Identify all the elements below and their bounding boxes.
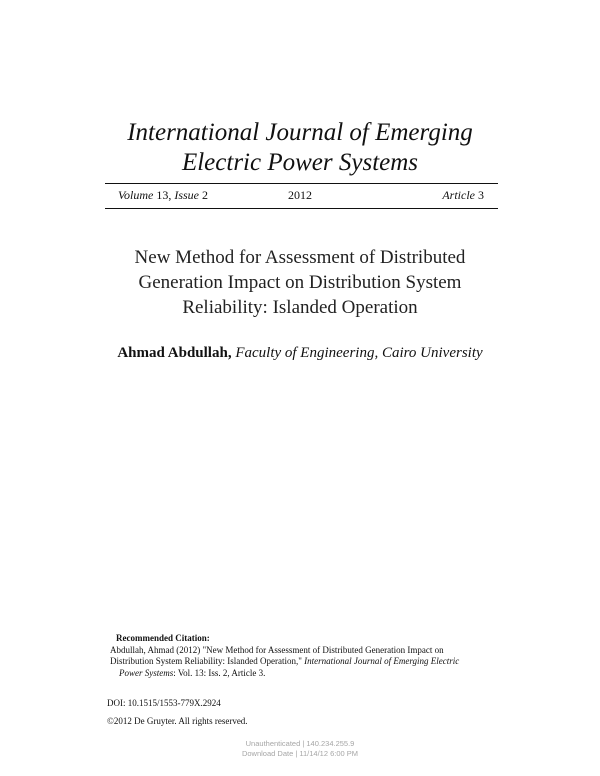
author-affiliation: Faculty of Engineering, Cairo University	[235, 345, 483, 361]
journal-title	[0, 118, 600, 178]
article-title-line2: Generation Impact on Distribution System	[138, 272, 462, 293]
journal-title-line2: Electric Power Systems	[181, 149, 419, 176]
author-line	[0, 343, 600, 363]
article-title-line1: New Method for Assessment of Distributed	[134, 247, 466, 268]
issue-number: 2	[202, 188, 208, 202]
citation-line1: Abdullah, Ahmad (2012) "New Method for Assessment of Distributed Generation Impact on	[110, 644, 444, 655]
download-watermark	[0, 739, 600, 759]
download-line2: Download Date | 11/14/12 6:00 PM	[241, 749, 359, 758]
citation-volume-info: : Vol. 13: Iss. 2, Article 3.	[173, 667, 266, 678]
citation-line2-text: Distribution System Reliability: Islanded Operation,"	[110, 656, 305, 666]
citation-label: Recommended Citation:	[116, 633, 210, 643]
article-title	[0, 245, 600, 320]
citation-line3	[110, 668, 500, 680]
volume-label: Volume	[118, 188, 154, 202]
bottom-rule	[105, 208, 498, 209]
article-label: Article	[442, 188, 475, 202]
doi: DOI: 10.1515/1553-779X.2924	[107, 698, 221, 708]
citation-journal-name: International Journal of Emerging Electric	[304, 656, 460, 666]
issue-year: 2012	[288, 188, 312, 202]
citation-line2	[110, 656, 500, 668]
download-line1: Unauthenticated | 140.234.255.9	[245, 739, 355, 748]
volume-number: 13	[156, 188, 169, 202]
article-title-line3: Reliability: Islanded Operation	[182, 297, 418, 318]
author-name: Ahmad Abdullah,	[117, 345, 232, 361]
issue-info-line	[118, 187, 484, 203]
recommended-citation	[110, 633, 500, 679]
issue-label: Issue	[174, 188, 199, 202]
volume-issue: Volume 13, Issue 2	[118, 188, 208, 202]
top-rule	[105, 183, 498, 184]
citation-journal-name-cont: Power Systems	[119, 667, 174, 678]
article-number-value: 3	[478, 188, 484, 202]
article-number	[442, 187, 484, 203]
copyright: ©2012 De Gruyter. All rights reserved.	[107, 716, 248, 726]
journal-title-line1: International Journal of Emerging	[127, 119, 473, 146]
